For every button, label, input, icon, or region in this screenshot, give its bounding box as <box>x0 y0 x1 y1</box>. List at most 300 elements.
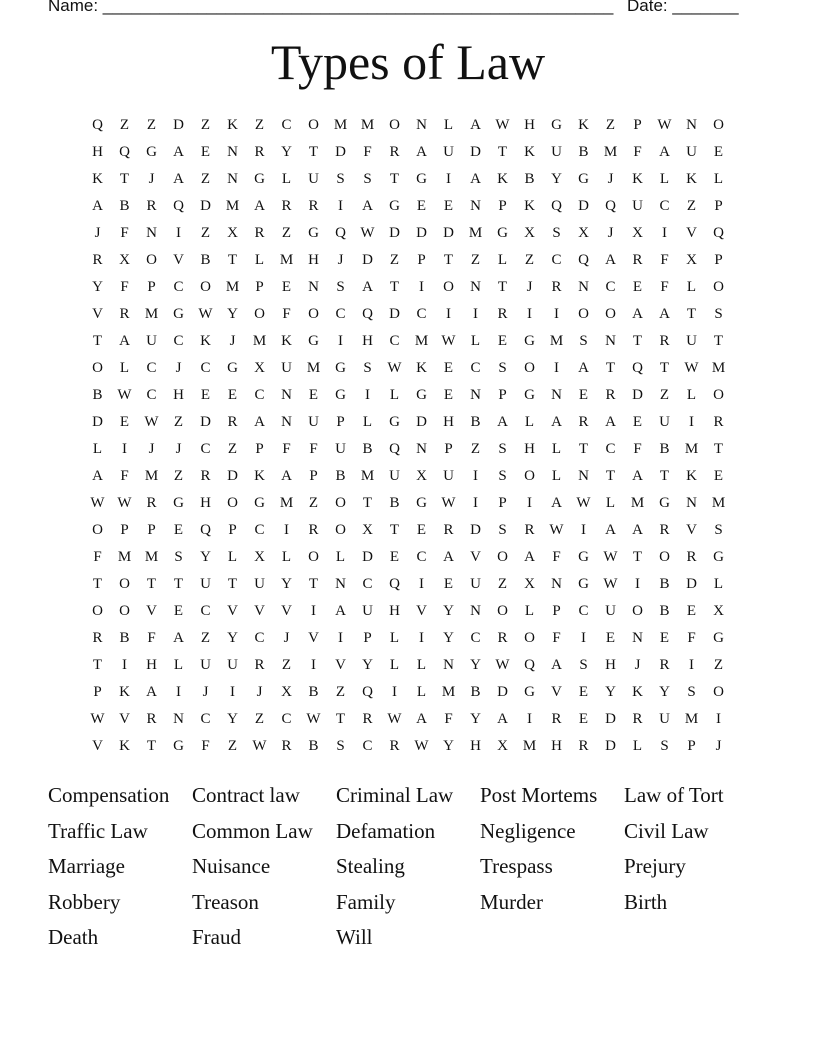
grid-letter[interactable]: Q <box>389 441 400 457</box>
grid-letter[interactable]: O <box>119 603 130 619</box>
grid-letter[interactable]: P <box>417 252 426 268</box>
grid-letter[interactable]: M <box>225 279 240 295</box>
grid-letter[interactable]: L <box>362 414 373 430</box>
grid-letter[interactable]: M <box>360 468 375 484</box>
grid-letter[interactable]: N <box>416 117 427 133</box>
grid-letter[interactable]: I <box>311 657 316 673</box>
grid-letter[interactable]: E <box>389 549 400 565</box>
grid-letter[interactable]: M <box>144 468 159 484</box>
grid-letter[interactable]: O <box>389 117 400 133</box>
grid-letter[interactable]: R <box>200 468 211 484</box>
grid-letter[interactable]: E <box>119 414 130 430</box>
grid-letter[interactable]: O <box>200 279 211 295</box>
grid-letter[interactable]: A <box>578 360 589 376</box>
grid-letter[interactable]: I <box>446 306 451 322</box>
grid-letter[interactable]: W <box>90 711 105 727</box>
grid-letter[interactable]: C <box>281 711 292 727</box>
grid-letter[interactable]: U <box>389 468 400 484</box>
grid-letter[interactable]: M <box>279 495 294 511</box>
grid-letter[interactable]: F <box>120 468 129 484</box>
grid-letter[interactable]: C <box>254 522 265 538</box>
grid-letter[interactable]: D <box>389 225 400 241</box>
grid-letter[interactable]: E <box>200 387 211 403</box>
grid-letter[interactable]: J <box>715 738 722 754</box>
grid-letter[interactable]: D <box>92 414 103 430</box>
grid-letter[interactable]: C <box>200 441 211 457</box>
grid-letter[interactable]: Z <box>524 252 535 268</box>
grid-letter[interactable]: R <box>227 414 238 430</box>
grid-letter[interactable]: J <box>283 630 290 646</box>
grid-letter[interactable]: I <box>554 306 559 322</box>
grid-letter[interactable]: S <box>552 225 561 241</box>
grid-letter[interactable]: A <box>443 549 454 565</box>
grid-letter[interactable]: R <box>605 387 616 403</box>
grid-letter[interactable]: D <box>362 252 373 268</box>
grid-letter[interactable]: C <box>146 360 157 376</box>
grid-letter[interactable]: R <box>551 279 562 295</box>
grid-letter[interactable]: F <box>282 306 291 322</box>
grid-letter[interactable]: N <box>551 387 562 403</box>
grid-letter[interactable]: E <box>659 630 670 646</box>
grid-letter[interactable]: Y <box>200 549 211 565</box>
grid-letter[interactable]: U <box>659 711 670 727</box>
grid-letter[interactable]: G <box>524 333 535 349</box>
grid-letter[interactable]: O <box>524 468 535 484</box>
grid-letter[interactable]: H <box>389 603 400 619</box>
grid-letter[interactable]: R <box>254 225 265 241</box>
grid-letter[interactable]: V <box>416 603 427 619</box>
grid-letter[interactable]: R <box>92 630 103 646</box>
grid-letter[interactable]: L <box>92 441 103 457</box>
grid-letter[interactable]: Q <box>551 198 562 214</box>
grid-letter[interactable]: I <box>581 522 586 538</box>
grid-letter[interactable]: W <box>252 738 267 754</box>
grid-letter[interactable]: I <box>527 306 532 322</box>
grid-letter[interactable]: U <box>200 576 211 592</box>
grid-letter[interactable]: R <box>146 711 157 727</box>
grid-letter[interactable]: C <box>200 603 211 619</box>
grid-letter[interactable]: D <box>470 144 481 160</box>
grid-letter[interactable]: T <box>713 333 724 349</box>
grid-letter[interactable]: D <box>416 225 427 241</box>
grid-letter[interactable]: K <box>632 171 643 187</box>
grid-letter[interactable]: P <box>552 603 561 619</box>
grid-letter[interactable]: D <box>605 711 616 727</box>
grid-letter[interactable]: V <box>281 603 292 619</box>
grid-letter[interactable]: S <box>336 738 345 754</box>
grid-letter[interactable]: Y <box>443 630 454 646</box>
grid-letter[interactable]: N <box>443 657 454 673</box>
grid-letter[interactable]: D <box>416 414 427 430</box>
grid-letter[interactable]: I <box>581 630 586 646</box>
grid-letter[interactable]: S <box>714 522 723 538</box>
grid-letter[interactable]: A <box>659 306 670 322</box>
grid-letter[interactable]: N <box>470 603 481 619</box>
grid-letter[interactable]: U <box>605 603 616 619</box>
grid-letter[interactable]: G <box>578 171 589 187</box>
grid-letter[interactable]: R <box>281 198 292 214</box>
grid-letter[interactable]: X <box>713 603 724 619</box>
grid-letter[interactable]: A <box>551 495 562 511</box>
grid-letter[interactable]: S <box>498 522 507 538</box>
grid-letter[interactable]: U <box>200 657 211 673</box>
grid-letter[interactable]: G <box>551 117 562 133</box>
grid-letter[interactable]: K <box>119 684 130 700</box>
grid-letter[interactable]: M <box>468 225 483 241</box>
grid-letter[interactable]: O <box>92 603 103 619</box>
grid-letter[interactable]: F <box>660 279 669 295</box>
grid-letter[interactable]: T <box>443 252 454 268</box>
grid-letter[interactable]: Q <box>713 225 724 241</box>
grid-letter[interactable]: Z <box>308 495 319 511</box>
grid-letter[interactable]: F <box>552 549 561 565</box>
grid-letter[interactable]: S <box>498 360 507 376</box>
grid-letter[interactable]: Z <box>605 117 616 133</box>
grid-letter[interactable]: R <box>551 711 562 727</box>
grid-letter[interactable]: F <box>282 441 291 457</box>
grid-letter[interactable]: Y <box>443 738 454 754</box>
grid-letter[interactable]: P <box>255 279 264 295</box>
grid-letter[interactable]: X <box>497 738 508 754</box>
grid-letter[interactable]: T <box>389 522 400 538</box>
grid-letter[interactable]: V <box>335 657 346 673</box>
grid-letter[interactable]: O <box>659 549 670 565</box>
grid-letter[interactable]: O <box>713 279 724 295</box>
grid-letter[interactable]: M <box>306 360 321 376</box>
grid-letter[interactable]: O <box>497 603 508 619</box>
grid-letter[interactable]: B <box>308 738 319 754</box>
grid-letter[interactable]: H <box>200 495 211 511</box>
grid-letter[interactable]: Q <box>173 198 184 214</box>
grid-letter[interactable]: J <box>607 171 614 187</box>
grid-letter[interactable]: A <box>173 171 184 187</box>
grid-letter[interactable]: G <box>524 684 535 700</box>
grid-letter[interactable]: I <box>689 657 694 673</box>
grid-letter[interactable]: E <box>578 711 589 727</box>
grid-letter[interactable]: L <box>551 468 562 484</box>
grid-letter[interactable]: U <box>146 333 157 349</box>
grid-letter[interactable]: P <box>714 252 723 268</box>
grid-letter[interactable]: T <box>335 711 346 727</box>
grid-letter[interactable]: G <box>659 495 670 511</box>
grid-letter[interactable]: V <box>227 603 238 619</box>
grid-letter[interactable]: E <box>578 684 589 700</box>
grid-letter[interactable]: N <box>227 144 238 160</box>
grid-letter[interactable]: B <box>389 495 400 511</box>
grid-letter[interactable]: G <box>524 387 535 403</box>
grid-letter[interactable]: C <box>173 279 184 295</box>
grid-letter[interactable]: K <box>416 360 427 376</box>
grid-letter[interactable]: D <box>173 117 184 133</box>
grid-letter[interactable]: D <box>605 738 616 754</box>
grid-letter[interactable]: L <box>605 495 616 511</box>
grid-letter[interactable]: D <box>389 306 400 322</box>
grid-letter[interactable]: T <box>578 441 589 457</box>
grid-letter[interactable]: W <box>117 495 132 511</box>
grid-letter[interactable]: J <box>148 441 155 457</box>
grid-letter[interactable]: A <box>92 198 103 214</box>
grid-letter[interactable]: J <box>229 333 236 349</box>
grid-letter[interactable]: N <box>470 387 481 403</box>
grid-letter[interactable]: N <box>551 576 562 592</box>
grid-letter[interactable]: V <box>686 522 697 538</box>
grid-letter[interactable]: I <box>689 414 694 430</box>
grid-letter[interactable]: I <box>122 657 127 673</box>
grid-letter[interactable]: X <box>632 225 643 241</box>
grid-letter[interactable]: S <box>336 171 345 187</box>
grid-letter[interactable]: D <box>497 684 508 700</box>
grid-letter[interactable]: U <box>254 576 265 592</box>
grid-letter[interactable]: N <box>578 279 589 295</box>
grid-letter[interactable]: R <box>119 306 130 322</box>
grid-letter[interactable]: K <box>578 117 589 133</box>
grid-letter[interactable]: S <box>174 549 183 565</box>
grid-letter[interactable]: M <box>711 495 726 511</box>
grid-letter[interactable]: V <box>146 603 157 619</box>
grid-letter[interactable]: Y <box>227 711 238 727</box>
grid-letter[interactable]: A <box>416 144 427 160</box>
grid-letter[interactable]: T <box>389 171 400 187</box>
grid-letter[interactable]: Z <box>281 225 292 241</box>
grid-letter[interactable]: C <box>551 252 562 268</box>
grid-letter[interactable]: Y <box>470 711 481 727</box>
grid-letter[interactable]: G <box>416 495 427 511</box>
grid-letter[interactable]: F <box>93 549 102 565</box>
grid-letter[interactable]: I <box>338 333 343 349</box>
grid-letter[interactable]: J <box>337 252 344 268</box>
grid-letter[interactable]: I <box>311 603 316 619</box>
grid-letter[interactable]: L <box>416 657 427 673</box>
grid-letter[interactable]: R <box>578 414 589 430</box>
grid-letter[interactable]: A <box>605 252 616 268</box>
grid-letter[interactable]: B <box>470 414 481 430</box>
grid-letter[interactable]: Q <box>524 657 535 673</box>
grid-letter[interactable]: I <box>176 225 181 241</box>
grid-letter[interactable]: N <box>470 279 481 295</box>
grid-letter[interactable]: A <box>92 468 103 484</box>
grid-letter[interactable]: A <box>605 414 616 430</box>
grid-letter[interactable]: T <box>119 171 130 187</box>
grid-letter[interactable]: T <box>146 576 157 592</box>
grid-letter[interactable]: C <box>416 549 427 565</box>
grid-letter[interactable]: R <box>659 333 670 349</box>
grid-letter[interactable]: N <box>416 441 427 457</box>
grid-letter[interactable]: T <box>173 576 184 592</box>
grid-letter[interactable]: O <box>713 117 724 133</box>
grid-letter[interactable]: B <box>524 171 535 187</box>
grid-letter[interactable]: Z <box>470 252 481 268</box>
grid-letter[interactable]: O <box>713 684 724 700</box>
grid-letter[interactable]: E <box>173 603 184 619</box>
grid-letter[interactable]: Y <box>443 603 454 619</box>
grid-letter[interactable]: L <box>173 657 184 673</box>
grid-letter[interactable]: R <box>524 522 535 538</box>
grid-letter[interactable]: E <box>200 144 211 160</box>
grid-letter[interactable]: F <box>444 711 453 727</box>
grid-letter[interactable]: W <box>576 495 591 511</box>
grid-letter[interactable]: O <box>308 306 319 322</box>
grid-letter[interactable]: X <box>227 225 238 241</box>
grid-letter[interactable]: G <box>173 306 184 322</box>
grid-letter[interactable]: M <box>360 117 375 133</box>
grid-letter[interactable]: I <box>473 495 478 511</box>
grid-letter[interactable]: E <box>443 387 454 403</box>
grid-letter[interactable]: R <box>254 144 265 160</box>
grid-letter[interactable]: S <box>336 279 345 295</box>
grid-letter[interactable]: O <box>92 360 103 376</box>
grid-letter[interactable]: A <box>632 306 643 322</box>
grid-letter[interactable]: K <box>281 333 292 349</box>
grid-letter[interactable]: O <box>713 387 724 403</box>
grid-letter[interactable]: G <box>713 630 724 646</box>
grid-letter[interactable]: Q <box>119 144 130 160</box>
grid-letter[interactable]: D <box>578 198 589 214</box>
grid-letter[interactable]: P <box>687 738 696 754</box>
grid-letter[interactable]: H <box>173 387 184 403</box>
grid-letter[interactable]: A <box>362 279 373 295</box>
grid-letter[interactable]: S <box>714 306 723 322</box>
grid-letter[interactable]: M <box>630 495 645 511</box>
grid-letter[interactable]: F <box>147 630 156 646</box>
grid-letter[interactable]: D <box>470 522 481 538</box>
grid-letter[interactable]: L <box>686 279 697 295</box>
grid-letter[interactable]: N <box>335 576 346 592</box>
grid-letter[interactable]: Z <box>227 738 238 754</box>
grid-letter[interactable]: L <box>524 603 535 619</box>
grid-letter[interactable]: G <box>146 144 157 160</box>
grid-letter[interactable]: G <box>335 387 346 403</box>
grid-letter[interactable]: U <box>551 144 562 160</box>
grid-letter[interactable]: A <box>416 711 427 727</box>
grid-letter[interactable]: W <box>360 225 375 241</box>
grid-letter[interactable]: L <box>659 171 670 187</box>
grid-letter[interactable]: G <box>308 225 319 241</box>
grid-letter[interactable]: W <box>657 117 672 133</box>
grid-letter[interactable]: W <box>198 306 213 322</box>
grid-letter[interactable]: I <box>284 522 289 538</box>
grid-letter[interactable]: O <box>578 306 589 322</box>
grid-letter[interactable]: L <box>281 171 292 187</box>
grid-letter[interactable]: W <box>306 711 321 727</box>
grid-letter[interactable]: I <box>365 387 370 403</box>
grid-letter[interactable]: P <box>363 630 372 646</box>
grid-letter[interactable]: Z <box>713 657 724 673</box>
grid-letter[interactable]: H <box>524 117 535 133</box>
grid-letter[interactable]: H <box>524 441 535 457</box>
grid-letter[interactable]: W <box>549 522 564 538</box>
grid-letter[interactable]: O <box>335 522 346 538</box>
grid-letter[interactable]: C <box>173 333 184 349</box>
grid-letter[interactable]: W <box>117 387 132 403</box>
grid-letter[interactable]: B <box>200 252 211 268</box>
grid-letter[interactable]: M <box>522 738 537 754</box>
grid-letter[interactable]: U <box>362 603 373 619</box>
grid-letter[interactable]: E <box>713 144 724 160</box>
grid-letter[interactable]: V <box>470 549 481 565</box>
grid-letter[interactable]: U <box>281 360 292 376</box>
grid-letter[interactable]: C <box>146 387 157 403</box>
grid-letter[interactable]: T <box>632 333 643 349</box>
grid-letter[interactable]: G <box>416 171 427 187</box>
grid-letter[interactable]: C <box>578 603 589 619</box>
grid-letter[interactable]: V <box>173 252 184 268</box>
grid-letter[interactable]: S <box>687 684 696 700</box>
grid-letter[interactable]: U <box>686 144 697 160</box>
grid-letter[interactable]: R <box>308 522 319 538</box>
grid-letter[interactable]: W <box>441 333 456 349</box>
grid-letter[interactable]: C <box>362 576 373 592</box>
grid-letter[interactable]: C <box>659 198 670 214</box>
grid-letter[interactable]: Z <box>200 225 211 241</box>
grid-letter[interactable]: P <box>498 495 507 511</box>
grid-letter[interactable]: V <box>119 711 130 727</box>
grid-letter[interactable]: H <box>308 252 319 268</box>
grid-letter[interactable]: Y <box>605 684 616 700</box>
grid-letter[interactable]: A <box>173 630 184 646</box>
grid-letter[interactable]: Z <box>119 117 130 133</box>
grid-letter[interactable]: M <box>549 333 564 349</box>
grid-letter[interactable]: L <box>416 684 427 700</box>
grid-letter[interactable]: I <box>716 711 721 727</box>
grid-letter[interactable]: Z <box>281 657 292 673</box>
grid-letter[interactable]: G <box>389 198 400 214</box>
grid-letter[interactable]: M <box>684 441 699 457</box>
grid-letter[interactable]: N <box>281 414 292 430</box>
grid-letter[interactable]: V <box>308 630 319 646</box>
grid-letter[interactable]: T <box>362 495 373 511</box>
grid-letter[interactable]: S <box>498 441 507 457</box>
grid-letter[interactable]: T <box>227 252 238 268</box>
grid-letter[interactable]: F <box>363 144 372 160</box>
grid-letter[interactable]: J <box>202 684 209 700</box>
grid-letter[interactable]: T <box>713 441 724 457</box>
grid-letter[interactable]: E <box>308 387 319 403</box>
grid-letter[interactable]: R <box>713 414 724 430</box>
grid-letter[interactable]: F <box>309 441 318 457</box>
grid-letter[interactable]: G <box>308 333 319 349</box>
grid-letter[interactable]: C <box>389 333 400 349</box>
grid-letter[interactable]: G <box>173 495 184 511</box>
grid-letter[interactable]: W <box>387 360 402 376</box>
grid-letter[interactable]: M <box>414 333 429 349</box>
grid-letter[interactable]: O <box>497 549 508 565</box>
grid-letter[interactable]: Y <box>227 630 238 646</box>
grid-letter[interactable]: D <box>686 576 697 592</box>
grid-letter[interactable]: E <box>605 630 616 646</box>
grid-letter[interactable]: K <box>200 333 211 349</box>
grid-letter[interactable]: X <box>119 252 130 268</box>
grid-letter[interactable]: M <box>144 549 159 565</box>
grid-letter[interactable]: K <box>686 468 697 484</box>
grid-letter[interactable]: C <box>200 360 211 376</box>
grid-letter[interactable]: M <box>117 549 132 565</box>
grid-letter[interactable]: I <box>446 171 451 187</box>
grid-letter[interactable]: R <box>578 738 589 754</box>
grid-letter[interactable]: D <box>227 468 238 484</box>
grid-letter[interactable]: T <box>605 468 616 484</box>
grid-letter[interactable]: A <box>146 684 157 700</box>
grid-letter[interactable]: S <box>579 657 588 673</box>
grid-letter[interactable]: N <box>227 171 238 187</box>
grid-letter[interactable]: B <box>470 684 481 700</box>
grid-letter[interactable]: R <box>308 198 319 214</box>
grid-letter[interactable]: Q <box>362 684 373 700</box>
grid-letter[interactable]: I <box>419 576 424 592</box>
grid-letter[interactable]: J <box>175 441 182 457</box>
grid-letter[interactable]: E <box>443 360 454 376</box>
grid-letter[interactable]: C <box>254 387 265 403</box>
grid-letter[interactable]: K <box>524 144 535 160</box>
